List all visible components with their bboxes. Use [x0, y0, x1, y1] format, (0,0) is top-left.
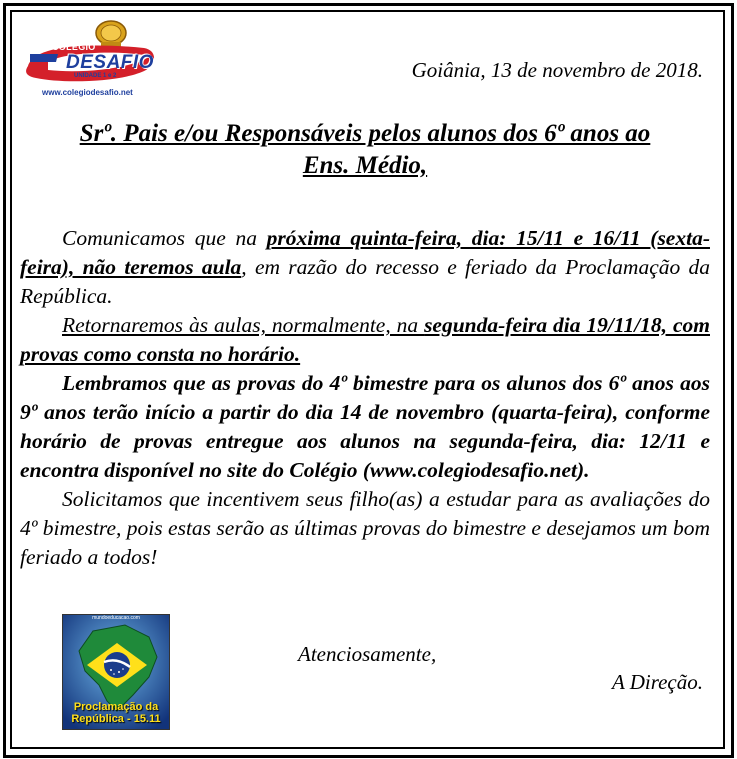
p2-highlight: segunda-feira dia 19/11/18, com provas como consta no horário.	[20, 313, 710, 366]
salutation-line-2: Ens. Médio,	[302, 152, 428, 179]
document-date: Goiânia, 13 de novembro de 2018.	[411, 58, 703, 82]
p1-highlight: próxima quinta-feira, dia: 15/11 e 16/11 (sexta-feira), não teremos aula	[20, 226, 710, 279]
p2-text-a: Retornaremos às aulas, normalmente, na	[62, 313, 425, 337]
image-caption-line-2: República - 15.11	[71, 713, 161, 725]
school-logo	[22, 20, 162, 100]
p1-text-a: Comunicamos que na	[62, 226, 267, 250]
logo-url: www.colegiodesafio.net	[42, 88, 133, 97]
salutation-title	[20, 118, 710, 182]
image-caption-line-1: Proclamação da	[73, 701, 159, 713]
paragraph-3: Lembramos que as provas do 4º bimestre para os alunos dos 6º anos aos 9º anos terão início a partir do dia 14 de novembro (quarta-feira), conforme horário de provas entregue aos alunos na segunda-feira, dia: 12/11 e encontra disponível no site do Colégio (www.colegiodesafio.net).	[20, 371, 710, 482]
letter-body	[20, 224, 710, 572]
paragraph-4: Solicitamos que incentivem seus filho(as) a estudar para as avaliações do 4º bimestre, pois estas serão as últimas provas do bimestre e desejamos um bom feriado a todos!	[20, 487, 710, 569]
closing-text: Atenciosamente,	[298, 642, 437, 666]
p1-text-c: , em razão do recesso e feriado da Proclamação da República.	[20, 255, 711, 308]
signature-text: A Direção.	[612, 670, 703, 694]
logo-unit: UNIDADE 1 e 2	[74, 73, 117, 79]
logo-name-small: COLÉGIO	[52, 42, 96, 52]
proclamation-image	[62, 614, 170, 730]
paragraph-1	[20, 224, 710, 311]
salutation-line-1: Srº. Pais e/ou Responsáveis pelos alunos dos 6º anos ao	[79, 120, 651, 147]
logo-name-big: DESAFIO	[66, 52, 154, 73]
image-site-label: mundoeducacao.com	[92, 615, 140, 621]
paragraph-2	[20, 311, 710, 369]
